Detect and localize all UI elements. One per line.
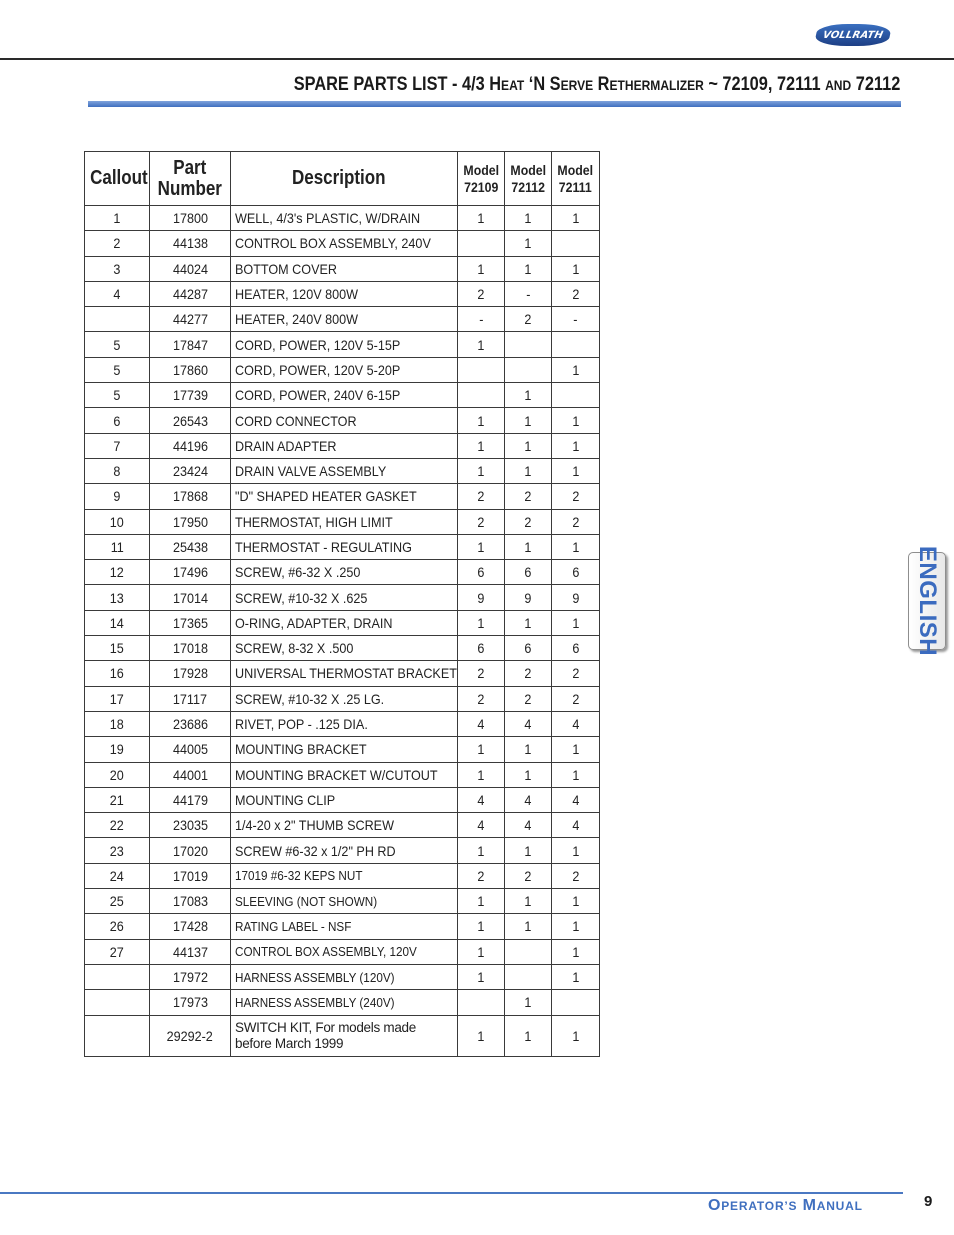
- model-72109-qty-cell: 1: [458, 332, 505, 357]
- callout-cell: [85, 964, 150, 989]
- model-72112-qty-cell: 1: [505, 838, 552, 863]
- model-72112-qty-cell: -: [505, 281, 552, 306]
- description-cell: CONTROL BOX ASSEMBLY, 120V: [231, 939, 458, 964]
- model-72109-qty-cell: 1: [458, 458, 505, 483]
- model-72112-qty-cell: 2: [505, 686, 552, 711]
- model-72111-qty-cell: 1: [552, 1015, 600, 1056]
- table-row: [85, 206, 600, 231]
- callout-cell: 22: [85, 813, 150, 838]
- model-72112-qty-cell: 2: [505, 661, 552, 686]
- part-number-cell: 17973: [150, 990, 231, 1015]
- callout-cell: 27: [85, 939, 150, 964]
- part-number-cell: 25438: [150, 534, 231, 559]
- model-72112-qty-cell: 1: [505, 1015, 552, 1056]
- table-row: [85, 889, 600, 914]
- model-72111-qty-cell: 1: [552, 357, 600, 382]
- table-row: [85, 1015, 600, 1056]
- model-72112-qty-cell: 4: [505, 813, 552, 838]
- callout-cell: 7: [85, 433, 150, 458]
- table-row: [85, 964, 600, 989]
- model-72109-qty-cell: 4: [458, 813, 505, 838]
- callout-cell: 23: [85, 838, 150, 863]
- model-72111-qty-cell: [552, 990, 600, 1015]
- table-row: [85, 408, 600, 433]
- model-72111-qty-cell: 1: [552, 256, 600, 281]
- table-row: [85, 256, 600, 281]
- table-row: [85, 509, 600, 534]
- model-72111-qty-cell: 2: [552, 863, 600, 888]
- part-number-cell: 17019: [150, 863, 231, 888]
- model-72111-qty-cell: 1: [552, 889, 600, 914]
- part-number-cell: 17950: [150, 509, 231, 534]
- callout-cell: 18: [85, 711, 150, 736]
- model-72111-qty-cell: 6: [552, 636, 600, 661]
- part-number-cell: 44196: [150, 433, 231, 458]
- part-number-cell: 17496: [150, 560, 231, 585]
- model-72109-qty-cell: 1: [458, 838, 505, 863]
- model-72111-qty-cell: 1: [552, 433, 600, 458]
- title-underline-bar: [88, 101, 901, 107]
- table-row: [85, 433, 600, 458]
- model-72112-qty-cell: 1: [505, 610, 552, 635]
- model-72109-qty-cell: 1: [458, 737, 505, 762]
- model-72112-qty-cell: 4: [505, 787, 552, 812]
- callout-header: Callout: [85, 152, 150, 206]
- part-number-cell: 17018: [150, 636, 231, 661]
- part-number-cell: 17800: [150, 206, 231, 231]
- model-72109-qty-cell: -: [458, 307, 505, 332]
- callout-cell: 3: [85, 256, 150, 281]
- page-title: SPARE PARTS LIST - 4/3 HEAT ‘N SERVE RETHERMALIZER ~ 72109, 72111 AND 72112: [293, 74, 900, 95]
- model-72112-qty-cell: 4: [505, 711, 552, 736]
- model-72109-header: Model 72109: [458, 152, 505, 206]
- callout-cell: 13: [85, 585, 150, 610]
- model-72109-qty-cell: 2: [458, 509, 505, 534]
- table-row: [85, 383, 600, 408]
- part-number-cell: 23035: [150, 813, 231, 838]
- callout-cell: 20: [85, 762, 150, 787]
- description-cell: THERMOSTAT, HIGH LIMIT: [231, 509, 458, 534]
- model-72109-qty-cell: [458, 357, 505, 382]
- callout-cell: 25: [85, 889, 150, 914]
- model-72109-qty-cell: 9: [458, 585, 505, 610]
- part-number-cell: 17365: [150, 610, 231, 635]
- table-row: [85, 813, 600, 838]
- description-cell: BOTTOM COVER: [231, 256, 458, 281]
- part-number-cell: 17428: [150, 914, 231, 939]
- table-row: [85, 560, 600, 585]
- description-cell: SCREW, #6-32 X .250: [231, 560, 458, 585]
- description-cell: WELL, 4/3's PLASTIC, W/DRAIN: [231, 206, 458, 231]
- description-cell: HARNESS ASSEMBLY (240V): [231, 990, 458, 1015]
- part-number-cell: 23424: [150, 458, 231, 483]
- description-cell: RATING LABEL - NSF: [231, 914, 458, 939]
- table-row: [85, 686, 600, 711]
- model-72112-qty-cell: [505, 939, 552, 964]
- model-72109-qty-cell: [458, 383, 505, 408]
- model-72111-qty-cell: 1: [552, 964, 600, 989]
- table-row: [85, 231, 600, 256]
- model-72111-qty-cell: 2: [552, 509, 600, 534]
- model-72111-qty-cell: -: [552, 307, 600, 332]
- model-72109-qty-cell: 1: [458, 610, 505, 635]
- description-cell: 1/4-20 x 2" THUMB SCREW: [231, 813, 458, 838]
- callout-cell: 1: [85, 206, 150, 231]
- table-row: [85, 939, 600, 964]
- model-72112-qty-cell: [505, 332, 552, 357]
- description-cell: CORD, POWER, 120V 5-15P: [231, 332, 458, 357]
- language-tab-english[interactable]: ENGLISH: [908, 552, 946, 650]
- model-72111-qty-cell: 2: [552, 686, 600, 711]
- part-number-header: Part Number: [150, 152, 231, 206]
- description-cell: 17019 #6-32 KEPS NUT: [231, 863, 458, 888]
- part-number-cell: 17739: [150, 383, 231, 408]
- model-72109-qty-cell: 6: [458, 560, 505, 585]
- model-72111-qty-cell: 1: [552, 838, 600, 863]
- footer-title: OPERATOR’S MANUAL: [708, 1197, 863, 1214]
- table-row: [85, 838, 600, 863]
- model-72112-qty-cell: 2: [505, 863, 552, 888]
- model-72112-qty-cell: 1: [505, 256, 552, 281]
- callout-cell: 16: [85, 661, 150, 686]
- table-row: [85, 661, 600, 686]
- model-72111-qty-cell: 2: [552, 484, 600, 509]
- part-number-cell: 44024: [150, 256, 231, 281]
- table-row: [85, 914, 600, 939]
- model-72111-qty-cell: [552, 332, 600, 357]
- model-72109-qty-cell: 2: [458, 863, 505, 888]
- model-72111-qty-cell: 1: [552, 914, 600, 939]
- description-cell: "D" SHAPED HEATER GASKET: [231, 484, 458, 509]
- table-row: [85, 332, 600, 357]
- description-cell: CORD CONNECTOR: [231, 408, 458, 433]
- part-number-cell: 44137: [150, 939, 231, 964]
- description-cell: MOUNTING BRACKET: [231, 737, 458, 762]
- description-cell: DRAIN ADAPTER: [231, 433, 458, 458]
- table-row: [85, 458, 600, 483]
- model-72111-qty-cell: [552, 231, 600, 256]
- model-72109-qty-cell: 1: [458, 256, 505, 281]
- model-72112-qty-cell: 6: [505, 560, 552, 585]
- model-72112-qty-cell: 9: [505, 585, 552, 610]
- part-number-cell: 17014: [150, 585, 231, 610]
- description-cell: RIVET, POP - .125 DIA.: [231, 711, 458, 736]
- description-cell: CONTROL BOX ASSEMBLY, 240V: [231, 231, 458, 256]
- model-72109-qty-cell: 6: [458, 636, 505, 661]
- footer-rule: [0, 1192, 903, 1194]
- description-cell: THERMOSTAT - REGULATING: [231, 534, 458, 559]
- description-cell: SCREW #6-32 x 1/2" PH RD: [231, 838, 458, 863]
- model-72112-qty-cell: 1: [505, 458, 552, 483]
- model-72109-qty-cell: 1: [458, 408, 505, 433]
- table-row: [85, 484, 600, 509]
- model-72112-qty-cell: 1: [505, 383, 552, 408]
- header-rule: [0, 58, 954, 60]
- description-cell: MOUNTING CLIP: [231, 787, 458, 812]
- model-72112-qty-cell: 1: [505, 206, 552, 231]
- model-72112-qty-cell: 1: [505, 408, 552, 433]
- part-number-cell: 17868: [150, 484, 231, 509]
- description-cell: O-RING, ADAPTER, DRAIN: [231, 610, 458, 635]
- model-72112-qty-cell: [505, 357, 552, 382]
- callout-cell: 26: [85, 914, 150, 939]
- part-number-cell: 17847: [150, 332, 231, 357]
- model-72109-qty-cell: 1: [458, 889, 505, 914]
- callout-cell: 15: [85, 636, 150, 661]
- part-number-cell: 44005: [150, 737, 231, 762]
- model-72111-qty-cell: 1: [552, 762, 600, 787]
- callout-cell: 12: [85, 560, 150, 585]
- description-cell: SCREW, #10-32 X .25 LG.: [231, 686, 458, 711]
- table-row: [85, 990, 600, 1015]
- model-72111-qty-cell: 1: [552, 458, 600, 483]
- description-cell: DRAIN VALVE ASSEMBLY: [231, 458, 458, 483]
- model-72112-header: Model 72112: [505, 152, 552, 206]
- spare-parts-table: [84, 151, 600, 1057]
- model-72109-qty-cell: 2: [458, 281, 505, 306]
- part-number-cell: 44277: [150, 307, 231, 332]
- part-number-cell: 26543: [150, 408, 231, 433]
- model-72109-qty-cell: 1: [458, 433, 505, 458]
- table-row: [85, 762, 600, 787]
- description-cell: SCREW, 8-32 X .500: [231, 636, 458, 661]
- model-72111-qty-cell: 6: [552, 560, 600, 585]
- model-72109-qty-cell: 2: [458, 686, 505, 711]
- model-72112-qty-cell: 1: [505, 433, 552, 458]
- description-cell: HEATER, 120V 800W: [231, 281, 458, 306]
- model-72111-qty-cell: 1: [552, 737, 600, 762]
- model-72111-qty-cell: 1: [552, 408, 600, 433]
- part-number-cell: 17928: [150, 661, 231, 686]
- model-72109-qty-cell: 4: [458, 787, 505, 812]
- callout-cell: 24: [85, 863, 150, 888]
- model-72111-qty-cell: 9: [552, 585, 600, 610]
- description-cell: SWITCH KIT, For models made before March 1999: [231, 1015, 458, 1056]
- part-number-cell: 44001: [150, 762, 231, 787]
- model-72109-qty-cell: [458, 231, 505, 256]
- callout-cell: 5: [85, 357, 150, 382]
- table-row: [85, 534, 600, 559]
- part-number-cell: 29292-2: [150, 1015, 231, 1056]
- model-72112-qty-cell: 1: [505, 231, 552, 256]
- model-72112-qty-cell: 1: [505, 737, 552, 762]
- model-72111-qty-cell: 1: [552, 206, 600, 231]
- description-cell: MOUNTING BRACKET W/CUTOUT: [231, 762, 458, 787]
- model-72109-qty-cell: 1: [458, 939, 505, 964]
- part-number-cell: 17860: [150, 357, 231, 382]
- table-row: [85, 737, 600, 762]
- callout-cell: 9: [85, 484, 150, 509]
- model-72112-qty-cell: 2: [505, 509, 552, 534]
- model-72112-qty-cell: 6: [505, 636, 552, 661]
- callout-cell: [85, 307, 150, 332]
- model-72109-qty-cell: 1: [458, 964, 505, 989]
- model-72109-qty-cell: 1: [458, 534, 505, 559]
- table-row: [85, 711, 600, 736]
- model-72111-qty-cell: 1: [552, 939, 600, 964]
- table-row: [85, 636, 600, 661]
- model-72109-qty-cell: 2: [458, 484, 505, 509]
- part-number-cell: 17972: [150, 964, 231, 989]
- callout-cell: 8: [85, 458, 150, 483]
- callout-cell: [85, 990, 150, 1015]
- description-cell: SCREW, #10-32 X .625: [231, 585, 458, 610]
- description-cell: HEATER, 240V 800W: [231, 307, 458, 332]
- callout-cell: 11: [85, 534, 150, 559]
- description-cell: UNIVERSAL THERMOSTAT BRACKET: [231, 661, 458, 686]
- model-72112-qty-cell: 1: [505, 889, 552, 914]
- model-72112-qty-cell: 2: [505, 307, 552, 332]
- table-row: [85, 787, 600, 812]
- parts-table-body: [85, 206, 600, 1057]
- model-72112-qty-cell: 2: [505, 484, 552, 509]
- model-72111-qty-cell: 2: [552, 661, 600, 686]
- model-72109-qty-cell: 2: [458, 661, 505, 686]
- model-72112-qty-cell: 1: [505, 762, 552, 787]
- table-header-row: [85, 152, 600, 206]
- model-72112-qty-cell: 1: [505, 914, 552, 939]
- description-cell: SLEEVING (NOT SHOWN): [231, 889, 458, 914]
- table-row: [85, 610, 600, 635]
- part-number-cell: 17083: [150, 889, 231, 914]
- model-72109-qty-cell: 1: [458, 1015, 505, 1056]
- description-header: Description: [231, 152, 458, 206]
- callout-cell: 14: [85, 610, 150, 635]
- callout-cell: 2: [85, 231, 150, 256]
- callout-cell: 5: [85, 332, 150, 357]
- model-72111-header: Model 72111: [552, 152, 600, 206]
- callout-cell: 21: [85, 787, 150, 812]
- table-row: [85, 585, 600, 610]
- model-72111-qty-cell: 4: [552, 787, 600, 812]
- model-72111-qty-cell: [552, 383, 600, 408]
- callout-cell: [85, 1015, 150, 1056]
- description-cell: CORD, POWER, 240V 6-15P: [231, 383, 458, 408]
- part-number-cell: 23686: [150, 711, 231, 736]
- description-cell: CORD, POWER, 120V 5-20P: [231, 357, 458, 382]
- model-72109-qty-cell: 1: [458, 762, 505, 787]
- model-72111-qty-cell: 1: [552, 610, 600, 635]
- part-number-cell: 44179: [150, 787, 231, 812]
- vollrath-logo: VOLLRATH: [814, 24, 893, 46]
- page-number: 9: [924, 1193, 933, 1210]
- model-72112-qty-cell: 1: [505, 990, 552, 1015]
- table-row: [85, 281, 600, 306]
- callout-cell: 19: [85, 737, 150, 762]
- part-number-cell: 17117: [150, 686, 231, 711]
- model-72111-qty-cell: 4: [552, 711, 600, 736]
- callout-cell: 17: [85, 686, 150, 711]
- callout-cell: 6: [85, 408, 150, 433]
- model-72109-qty-cell: 1: [458, 206, 505, 231]
- callout-cell: 4: [85, 281, 150, 306]
- model-72109-qty-cell: 1: [458, 914, 505, 939]
- table-row: [85, 357, 600, 382]
- model-72111-qty-cell: 2: [552, 281, 600, 306]
- callout-cell: 10: [85, 509, 150, 534]
- table-row: [85, 307, 600, 332]
- model-72109-qty-cell: 4: [458, 711, 505, 736]
- part-number-cell: 17020: [150, 838, 231, 863]
- part-number-cell: 44287: [150, 281, 231, 306]
- model-72111-qty-cell: 4: [552, 813, 600, 838]
- model-72109-qty-cell: [458, 990, 505, 1015]
- table-row: [85, 863, 600, 888]
- model-72112-qty-cell: [505, 964, 552, 989]
- callout-cell: 5: [85, 383, 150, 408]
- part-number-cell: 44138: [150, 231, 231, 256]
- model-72112-qty-cell: 1: [505, 534, 552, 559]
- model-72111-qty-cell: 1: [552, 534, 600, 559]
- description-cell: HARNESS ASSEMBLY (120V): [231, 964, 458, 989]
